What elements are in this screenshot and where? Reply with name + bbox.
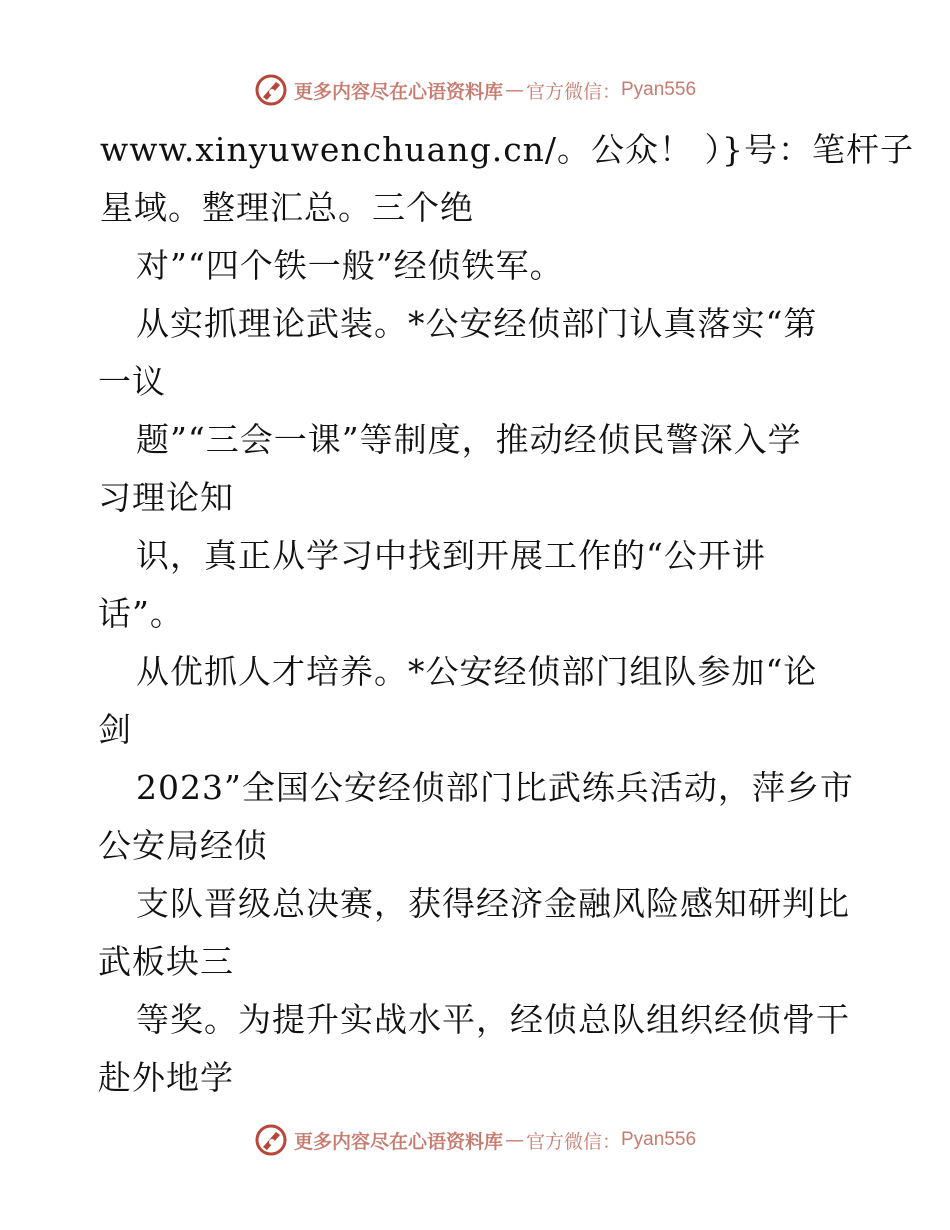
body-line: 赴外地学 bbox=[98, 1058, 234, 1097]
header-banner bbox=[0, 70, 950, 110]
body-line: 公安局经侦 bbox=[98, 826, 268, 865]
body-line: 对”“四个铁一般”经侦铁军。 bbox=[136, 246, 564, 285]
body-line: 习理论知 bbox=[98, 478, 234, 517]
footer-wechat-label: 官方微信： bbox=[525, 1130, 621, 1153]
body-line: 2023”全国公安经侦部门比武练兵活动，萍乡市 bbox=[136, 768, 854, 807]
footer-banner bbox=[0, 1120, 950, 1160]
footer-wechat-id: Pyan556 bbox=[621, 1129, 697, 1150]
body-line: 等奖。为提升实战水平，经侦总队组织经侦骨干 bbox=[136, 1000, 850, 1039]
body-line: 题”“三会一课”等制度，推动经侦民警深入学 bbox=[136, 420, 802, 459]
body-line: 从优抓人才培养。*公安经侦部门组队参加“论 bbox=[136, 652, 818, 691]
body-line: 武板块三 bbox=[98, 942, 234, 981]
body-line: 从实抓理论武装。*公安经侦部门认真落实“第 bbox=[136, 304, 818, 343]
body-line: 支队晋级总决赛，获得经济金融风险感知研判比 bbox=[136, 884, 850, 923]
header-dash: — bbox=[504, 79, 524, 101]
body-line: 一议 bbox=[98, 362, 166, 401]
body-line: 识，真正从学习中找到开展工作的“公开讲 bbox=[136, 536, 766, 575]
pen-circle-logo-icon bbox=[254, 1123, 288, 1157]
body-line: 星域。整理汇总。三个绝 bbox=[100, 188, 474, 227]
header-tagline: 更多内容尽在心语资料库 bbox=[293, 80, 503, 103]
header-wechat-label: 官方微信： bbox=[525, 80, 621, 103]
header-wechat-id: Pyan556 bbox=[621, 79, 697, 100]
body-line: 话”。 bbox=[98, 594, 184, 633]
body-line: www.xinyuwenchuang.cn/。公众！ ）}号：笔杆子 bbox=[100, 130, 915, 169]
pen-circle-logo-icon bbox=[254, 73, 288, 107]
footer-dash: — bbox=[504, 1129, 524, 1151]
body-line: 剑 bbox=[98, 710, 132, 749]
footer-tagline: 更多内容尽在心语资料库 bbox=[293, 1130, 503, 1153]
